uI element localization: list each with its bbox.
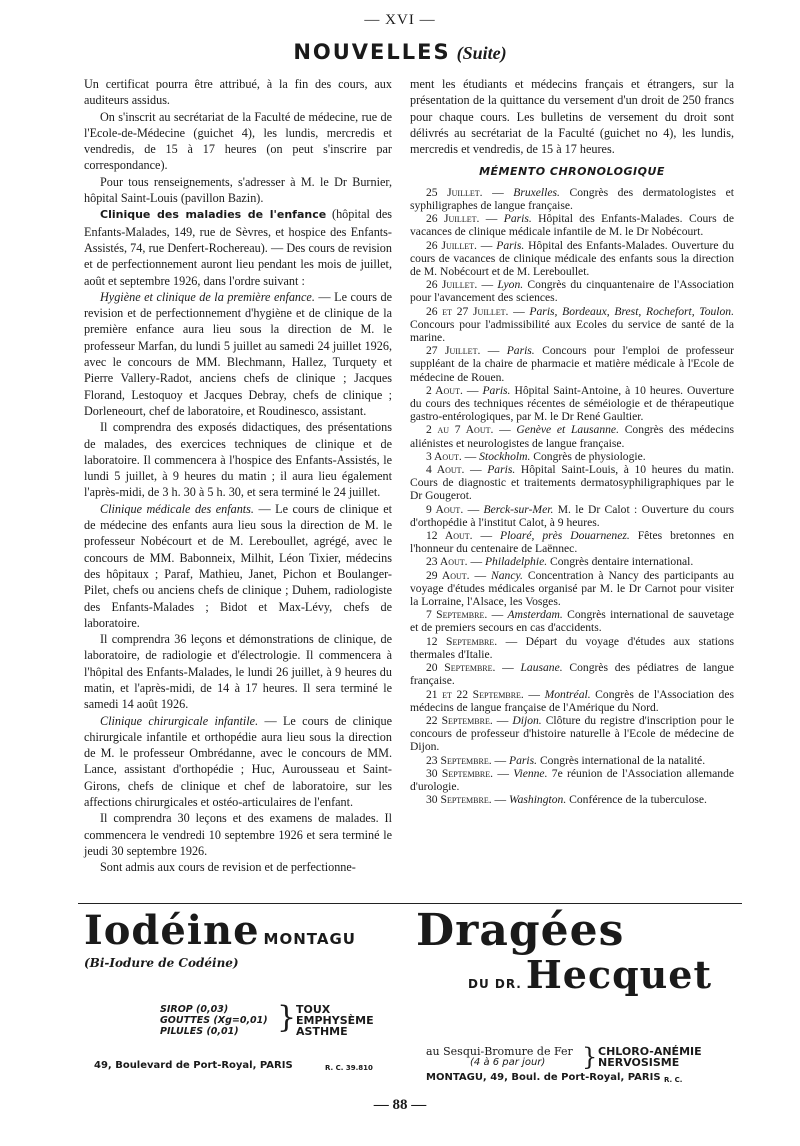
entry-place: Montréal. bbox=[544, 687, 591, 701]
paragraph: Pour tous renseignements, s'adresser à M. le Dr Burnier, hôpital Saint-Louis (pavillon Bazin). bbox=[84, 174, 392, 206]
entry-text: Congrès de l'Association des médecins de langue française de l'Amérique du Nord. bbox=[410, 687, 734, 714]
entry-date: 2 Aout. bbox=[426, 383, 463, 397]
entry-text: Concentration à Nancy des participants au voyage d'études médicales organisé par M. le Dr Carnot pour visiter la Lorraine, l'Alsace, les Vosges. bbox=[410, 568, 734, 609]
entry-text: Congrès des pédiatres de langue française. bbox=[410, 661, 734, 688]
ad-rc: R. C. bbox=[664, 1076, 683, 1084]
entry-text: Conférence de la tuberculose. bbox=[566, 793, 707, 807]
entry-date: 12 Aout. bbox=[426, 529, 473, 543]
entry-date: 3 Aout. bbox=[426, 449, 462, 463]
entry-date: 26 Juillet. bbox=[426, 238, 477, 252]
entry-place: Genève et Lausanne. bbox=[516, 423, 619, 437]
ad-indications bbox=[296, 1004, 374, 1037]
paragraph-lead: Clinique médicale des enfants. bbox=[100, 501, 254, 516]
left-column bbox=[84, 76, 392, 876]
entry-text: Congrès du cinquantenaire de l'Association pour l'avancement des sciences. bbox=[410, 278, 734, 305]
entry-date: 26 Juillet. bbox=[426, 278, 478, 292]
entry-date: 4 Aout. bbox=[426, 463, 465, 477]
memento-entry: 22 Septembre. — Dijon. Clôture du registre d'inscription pour le concours de professeur d'histoire naturelle à l'Ecole de médecine de Dijon. bbox=[410, 713, 735, 754]
entry-place: Paris. bbox=[482, 383, 511, 397]
memento-entry: 23 Aout. — Philadelphie. Congrès dentaire international. bbox=[426, 555, 694, 569]
memento-entry: 4 Aout. — Paris. Hôpital Saint-Louis, à 10 heures du matin. Cours de diagnostic et traitements dermatosyphiligraphiques par le Dr Gougerot. bbox=[410, 463, 734, 503]
entry-text: Congrès dentaire international. bbox=[547, 555, 694, 569]
entry-place: Paris. bbox=[509, 753, 538, 767]
ad-indications bbox=[598, 1046, 702, 1068]
entry-place: Philadelphie. bbox=[484, 555, 548, 569]
page-number: — 88 — bbox=[373, 1097, 427, 1113]
entry-place: Lausane. bbox=[520, 661, 563, 675]
paragraph: Sont admis aux cours de revision et de perfectionne- bbox=[100, 860, 356, 875]
entry-text: Hôpital Saint-Louis, à 10 heures du matin. Cours de diagnostic et traitements dermatosyphiligraphiques par le Dr Gougerot. bbox=[410, 463, 734, 503]
ad-indication: EMPHYSÈME bbox=[296, 1014, 374, 1027]
memento-heading: MÉMENTO CHRONOLOGIQUE bbox=[479, 165, 665, 179]
entry-date: 27 Juillet. bbox=[426, 344, 481, 358]
entry-place: Paris. bbox=[503, 212, 532, 226]
paragraph-text: — Le cours de clinique chirurgicale infantile et orthopédie aura lieu sous la direction de M. le professeur Ombrédanne, avec le concours de MM. Lance, assistant d'orthopédie ; Huc, Aurousseau et Saint-Girons, chefs de clinique et chef de laboratoire, sur les affections chirurgicales et ostéo-articulaires de l'enfant. bbox=[84, 713, 393, 810]
memento-entry: 26 et 27 Juillet. — Paris, Bordeaux, Brest, Rochefort, Toulon. Concours pour l'admissibilité aux Ecoles du service de santé de la marine. bbox=[410, 304, 734, 345]
memento-entry: 29 Aout. — Nancy. Concentration à Nancy des participants au voyage d'études médicales organisé par M. le Dr Carnot pour visiter la Lorraine, l'Alsace, les Vosges. bbox=[410, 568, 734, 609]
entry-text: Congrès international de la natalité. bbox=[537, 753, 706, 767]
entry-text: Hôpital des Enfants-Malades. Ouverture du cours de vacances de clinique médicale des enfants sous la direction de M. Nobécourt et de M. Lereboullet. bbox=[410, 238, 735, 278]
entry-date: 21 et 22 Septembre. bbox=[426, 687, 524, 701]
memento-entry: 26 Juillet. — Paris. Hôpital des Enfants-Malades. Ouverture du cours de vacances de clinique médicale des enfants sous la direction de M. Nobécourt et de M. Lereboullet. bbox=[410, 238, 735, 278]
ad-brand: Dragées bbox=[416, 905, 625, 956]
entry-text: Concours pour l'admissibilité aux Ecoles du service de santé de la marine. bbox=[410, 317, 734, 345]
ad-indication: TOUX bbox=[296, 1003, 331, 1016]
entry-place: Vienne. bbox=[513, 766, 548, 780]
entry-text: Hôpital Saint-Antoine, à 10 heures. Ouverture du cours des techniques récentes de séméiologie et de thérapeutique gastro-entérologiques, par M. le Dr René Gaultier. bbox=[410, 383, 734, 424]
ad-dose: (4 à 6 par jour) bbox=[470, 1057, 546, 1068]
memento-entry: 12 Septembre. — Départ du voyage d'études aux stations thermales d'Italie. bbox=[410, 634, 735, 661]
ad-address: 49, Boulevard de Port-Royal, PARIS bbox=[94, 1060, 293, 1071]
entry-date: 20 Septembre. bbox=[426, 661, 496, 675]
memento-entry: 30 Septembre. — Washington. Conférence de la tuberculose. bbox=[426, 793, 707, 807]
ad-form-item: PILULES (0,01) bbox=[160, 1026, 239, 1037]
paragraph-lead: Hygiène et clinique de la première enfance. bbox=[100, 289, 315, 304]
ad-subtitle: (Bi-Iodure de Codéine) bbox=[84, 956, 239, 970]
ad-description: au Sesqui-Bromure de Fer bbox=[426, 1045, 573, 1058]
paragraph: On s'inscrit au secrétariat de la Faculté de médecine, rue de l'Ecole-de-Médecine (guichet 4), les lundis, mercredis et vendredis, de 15 à 17 heures (on peut s'inscrire par correspondance). bbox=[84, 109, 392, 173]
entry-place: Dijon. bbox=[512, 713, 542, 727]
paragraph bbox=[84, 501, 392, 631]
ad-address: MONTAGU, 49, Boul. de Port-Royal, PARIS bbox=[426, 1072, 661, 1083]
memento-entry: 26 Juillet. — Lyon. Congrès du cinquantenaire de l'Association pour l'avancement des sciences. bbox=[410, 278, 734, 305]
memento-entry: 20 Septembre. — Lausane. Congrès des pédiatres de langue française. bbox=[410, 661, 734, 688]
entry-place: Paris, Bordeaux, Brest, Rochefort, Toulon. bbox=[529, 304, 734, 318]
entry-date: 30 Septembre. bbox=[426, 766, 494, 780]
ad-form-item: SIROP (0,03) bbox=[160, 1004, 229, 1015]
entry-date: 30 Septembre. bbox=[426, 793, 492, 807]
memento-entry: 23 Septembre. — Paris. Congrès international de la natalité. bbox=[426, 753, 706, 767]
right-column bbox=[410, 76, 734, 806]
entry-text: M. le Dr Calot : Ouverture du cours d'orthopédie à l'institut Calot, à 9 heures. bbox=[410, 502, 734, 529]
ad-forms bbox=[160, 1004, 268, 1037]
memento-entry: 21 et 22 Septembre. — Montréal. Congrès de l'Association des médecins de langue française de l'Amérique du Nord. bbox=[410, 687, 734, 714]
entry-place: Lyon. bbox=[497, 278, 524, 292]
entry-place: Bruxelles. bbox=[513, 185, 560, 199]
paragraph-lead: Clinique des maladies de l'enfance bbox=[100, 208, 327, 222]
entry-date: 2 au 7 Aout. bbox=[426, 423, 494, 437]
entry-date: 22 Septembre. bbox=[426, 713, 493, 727]
memento-entry: 7 Septembre. — Amsterdam. Congrès international de sauvetage et de premiers secours en cas d'accidents. bbox=[410, 608, 735, 635]
entry-text: Hôpital des Enfants-Malades. Cours de vacances de clinique médicale infantile de M. le Dr Nobécourt. bbox=[410, 212, 734, 239]
paragraph-lead: Clinique chirurgicale infantile. bbox=[100, 713, 259, 728]
entry-date: 26 et 27 Juillet. bbox=[426, 304, 509, 318]
memento-entry: 30 Septembre. — Vienne. 7e réunion de l'Association allemande d'urologie. bbox=[410, 766, 735, 793]
entry-place: Nancy. bbox=[491, 568, 523, 582]
memento-entry: 2 Aout. — Paris. Hôpital Saint-Antoine, à 10 heures. Ouverture du cours des techniques récentes de séméiologie et de thérapeutique gastro-entérologiques, par M. le Dr René Gaultier. bbox=[410, 383, 734, 424]
paragraph: Il comprendra 36 leçons et démonstrations de clinique, de laboratoire, de radiologie et d'électrologie. Il commencera à l'hôpital des Enfants-Malades, le lundi 26 juillet, à 9 heures du matin, et l'après-midi, de 14 à 17 heures. Il sera terminé le samedi 14 août 1926. bbox=[84, 632, 392, 712]
paragraph: Il comprendra 30 leçons et des examens de malades. Il commencera le vendredi 10 septembre 1926 et sera terminé le jeudi 30 septembre 1926. bbox=[84, 811, 392, 858]
memento-entry: 9 Aout. — Berck-sur-Mer. M. le Dr Calot : Ouverture du cours d'orthopédie à l'institut Calot, à 9 heures. bbox=[410, 502, 734, 529]
entry-place: Paris. bbox=[506, 344, 535, 358]
paragraph bbox=[84, 289, 392, 419]
memento-entry: 3 Aout. — Stockholm. Congrès de physiologie. bbox=[426, 449, 646, 463]
memento-entry: 25 Juillet. — Bruxelles. Congrès des dermatologistes et syphiligraphes de langue française. bbox=[410, 185, 734, 212]
ad-dragees bbox=[416, 905, 746, 997]
entry-date: 26 Juillet. bbox=[426, 212, 480, 226]
entry-text: Concours pour l'emploi de professeur suppléant de la chaire de pharmacie et matière médicale à l'Ecole de médecine de Rouen. bbox=[410, 344, 734, 384]
paragraph bbox=[84, 206, 392, 288]
entry-text: Fêtes bretonnes en l'honneur du centenaire de Laënnec. bbox=[410, 529, 734, 556]
entry-date: 29 Aout. bbox=[426, 568, 470, 582]
page-marker: — XVI — bbox=[364, 12, 436, 28]
entry-place: Washington. bbox=[509, 793, 567, 807]
ad-indication: NERVOSISME bbox=[598, 1056, 680, 1069]
paragraph: Un certificat pourra être attribué, à la fin des cours, aux auditeurs assidus. bbox=[84, 77, 392, 108]
entry-text: 7e réunion de l'Association allemande d'urologie. bbox=[410, 766, 735, 793]
entry-date: 23 Aout. bbox=[426, 555, 468, 569]
entry-place: Berck-sur-Mer. bbox=[483, 502, 554, 516]
entry-place: Stockholm. bbox=[479, 449, 531, 463]
ad-brand-suffix: MONTAGU bbox=[263, 930, 356, 948]
paragraph: ment les étudiants et médecins français et étrangers, sur la présentation de la quittance du versement d'un droit de 250 francs pour chaque cours. Les bulletins de versement du droit sont délivrés au secrétariat de la Faculté (guichet no 4), les lundis, mercredis et vendredis, de 15 à 17 heures. bbox=[410, 77, 734, 157]
title-main: NOUVELLES bbox=[293, 40, 451, 64]
brace-icon: } bbox=[582, 1043, 598, 1071]
memento-entry: 12 Aout. — Ploaré, près Douarnenez. Fêtes bretonnes en l'honneur du centenaire de Laënnec. bbox=[410, 529, 734, 556]
entry-place: Paris. bbox=[496, 238, 525, 252]
ad-brand-mid: DU DR. bbox=[468, 977, 522, 991]
entry-date: 12 Septembre. bbox=[426, 634, 498, 648]
ad-brand-name: Hecquet bbox=[525, 952, 713, 997]
brace-icon: } bbox=[277, 1000, 297, 1035]
memento-entry: 27 Juillet. — Paris. Concours pour l'emploi de professeur suppléant de la chaire de pharmacie et matière médicale à l'Ecole de médecine de Rouen. bbox=[410, 344, 734, 384]
entry-text: Clôture du registre d'inscription pour le concours de professeur d'histoire naturelle à l'Ecole de médecine de Dijon. bbox=[410, 713, 735, 754]
ad-indication: ASTHME bbox=[296, 1025, 348, 1038]
memento-entry: 2 au 7 Aout. — Genève et Lausanne. Congrès des médecins aliénistes et neurologistes de langue française. bbox=[410, 423, 735, 450]
title-suffix: (Suite) bbox=[456, 43, 507, 63]
entry-text: Congrès des dermatologistes et syphiligraphes de langue française. bbox=[410, 185, 734, 212]
entry-text: Départ du voyage d'études aux stations thermales d'Italie. bbox=[410, 634, 735, 661]
entry-date: 23 Septembre. bbox=[426, 753, 492, 767]
ad-rc: R. C. 39.810 bbox=[325, 1064, 373, 1072]
entry-date: 9 Aout. bbox=[426, 502, 464, 516]
paragraph bbox=[84, 713, 392, 811]
paragraph-text: — Le cours de revision et de perfectionnement d'hygiène et de clinique de la première enfance aura lieu sous la direction de M. le professeur Marfan, du lundi 5 juillet au samedi 24 juillet 1926, avec le concours de MM. Blechmann, Hallez, Turquety et Pierre Vallery-Radot, anciens chefs de clinique ; Jacques Florand, Lestoquoy et Jacques Debray, chefs de clinique ; Dorleneourt, chef de laboratoire, et Roudinesco, assistant. bbox=[84, 289, 392, 418]
entry-text: Congrès de physiologie. bbox=[530, 449, 646, 463]
entry-place: Ploaré, près Douarnenez. bbox=[499, 529, 630, 543]
memento-list bbox=[410, 186, 734, 807]
paragraph: Il comprendra des exposés didactiques, des présentations de malades, des exercices techniques de clinique et de laboratoire. Il commencera à l'hospice des Enfants-Assistés, le lundi 5 juillet, à 9 heures du matin ; il aura lieu également l'après-midi, de 3 h. 30 à 5 h. 30, et sera terminé le 24 juillet. bbox=[84, 420, 392, 500]
entry-place: Amsterdam. bbox=[507, 608, 563, 622]
ad-iodeine bbox=[84, 907, 384, 970]
paragraph-text: — Le cours de clinique et de médecine des enfants aura lieu sous la direction de M. le professeur Nobécourt et de M. Lereboullet, agrégé, avec le concours de MM. Babonneix, Milhit, Léon Tixier, médecins des hôpitaux ; Paraf, Mathieu, Janet, Pichon et Boulanger-Pilet, chefs ou anciens chefs de clinique ; Duhem, radiologiste des Enfants-Malades ; Bidot et Max-Lévy, chefs de laboratoire. bbox=[84, 501, 393, 630]
entry-date: 25 Juillet. bbox=[426, 185, 483, 199]
separator-rule bbox=[78, 903, 742, 904]
entry-text: Congrès international de sauvetage et de premiers secours en cas d'accidents. bbox=[410, 608, 735, 635]
entry-place: Paris. bbox=[487, 463, 516, 477]
entry-text: Congrès des médecins aliénistes et neurologistes de langue française. bbox=[410, 423, 735, 450]
paragraph-text: (hôpital des Enfants-Malades, 149, rue de Sèvres, et hospice des Enfants-Assistés, 74, rue Denfert-Rochereau). — Des cours de revision et de perfectionnement auront lieu pendant les mois de juillet, août et septembre 1926, dans l'ordre suivant : bbox=[84, 207, 392, 288]
ad-form-item: GOUTTES (Xg=0,01) bbox=[160, 1015, 268, 1026]
section-title bbox=[0, 40, 800, 64]
ad-brand: Iodéine bbox=[84, 907, 260, 954]
ad-indication: CHLORO-ANÉMIE bbox=[598, 1045, 702, 1058]
memento-entry: 26 Juillet. — Paris. Hôpital des Enfants-Malades. Cours de vacances de clinique médicale infantile de M. le Dr Nobécourt. bbox=[410, 212, 734, 239]
entry-date: 7 Septembre. bbox=[426, 608, 488, 622]
